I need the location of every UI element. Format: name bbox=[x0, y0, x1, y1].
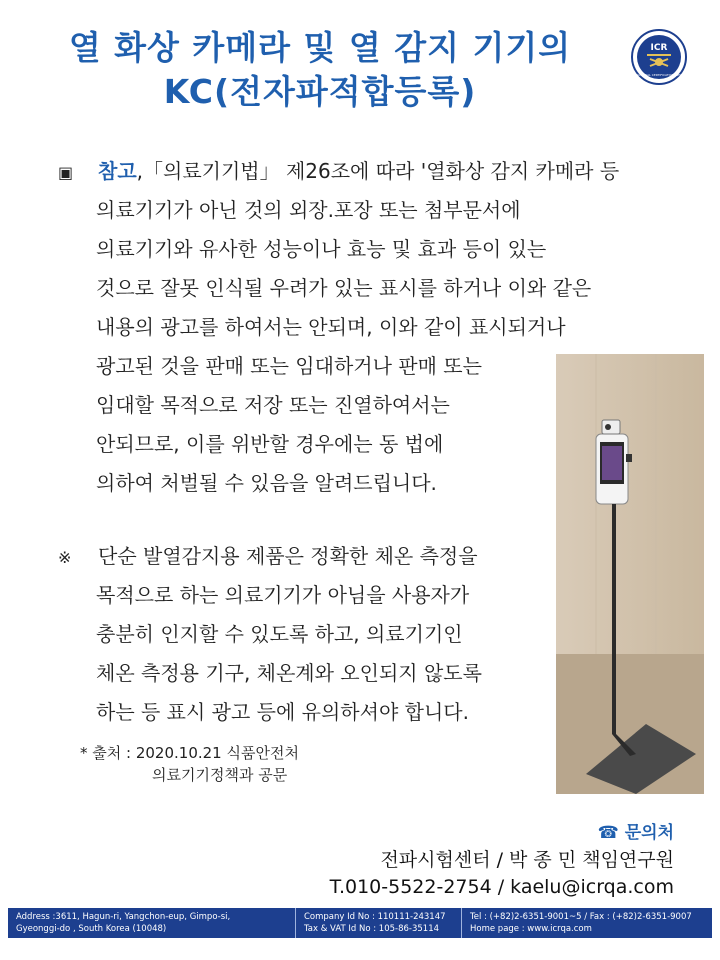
square-bullet-icon: ▣ bbox=[58, 163, 74, 182]
notice-line-5: 내용의 광고를 하여서는 안되며, 이와 같이 표시되거나 bbox=[96, 315, 566, 339]
page-title-line2: KC(전자파적합등록) bbox=[163, 72, 477, 111]
footer-homepage: Home page : www.icrqa.com bbox=[470, 924, 592, 934]
footer-address-line1: Address :3611, Hagun-ri, Yangchon-eup, Gimpo-si, bbox=[16, 912, 231, 922]
reference-mark-icon: ※ bbox=[58, 548, 72, 567]
contact-block bbox=[330, 820, 674, 901]
notice-line-3: 의료기기와 유사한 성능이나 효능 및 효과 등이 있는 bbox=[96, 237, 547, 261]
notice-text: ,「의료기기법」 제26조에 따라 '열화상 감지 카메라 등 bbox=[136, 159, 620, 183]
source-line-2: 의료기기정책과 공문 bbox=[152, 766, 288, 784]
footer-contact bbox=[462, 908, 712, 938]
notice-highlight: 참고 bbox=[98, 159, 137, 183]
footer-bar bbox=[8, 908, 712, 938]
logo-text: ICR bbox=[650, 43, 668, 53]
page-title-line1: 열 화상 카메라 및 열 감지 기기의 bbox=[68, 28, 572, 67]
contact-title: ☎ 문의처 bbox=[597, 823, 674, 843]
notice-line-6: 광고된 것을 판매 또는 임대하거나 판매 또는 bbox=[96, 354, 482, 378]
contact-person: 전파시험센터 / 박 종 민 책임연구원 bbox=[380, 849, 674, 871]
source-line-1: * 출처 : 2020.10.21 식품안전처 bbox=[80, 744, 299, 762]
footer-address-line2: Gyeonggi-do , South Korea (10048) bbox=[16, 924, 167, 934]
notice-line-1 bbox=[58, 152, 619, 191]
footer-tax-id: Tax & VAT Id No : 105-86-35114 bbox=[304, 924, 440, 934]
caution-line-5: 하는 등 표시 광고 등에 유의하셔야 합니다. bbox=[96, 700, 469, 724]
footer-company-ids bbox=[296, 908, 462, 938]
caution-text: 단순 발열감지용 제품은 정확한 체온 측정을 bbox=[98, 544, 478, 568]
thermal-camera-stand-photo bbox=[556, 354, 704, 794]
footer-tel: Tel : (+82)2-6351-9001~5 / Fax : (+82)2-6351-9007 bbox=[470, 912, 692, 922]
caution-line-1 bbox=[58, 537, 482, 576]
caution-paragraph bbox=[58, 537, 482, 732]
notice-paragraph bbox=[58, 152, 619, 503]
notice-line-7: 임대할 목적으로 저장 또는 진열하여서는 bbox=[96, 393, 450, 417]
source-note bbox=[80, 742, 299, 786]
caution-line-2: 목적으로 하는 의료기기가 아님을 사용자가 bbox=[96, 583, 470, 607]
footer-address bbox=[8, 908, 296, 938]
caution-line-4: 체온 측정용 기구, 체온계와 오인되지 않도록 bbox=[96, 661, 482, 685]
contact-phone-email: T.010-5522-2754 / kaelu@icrqa.com bbox=[329, 876, 674, 898]
icr-logo bbox=[626, 28, 692, 86]
logo-subtext: INTERNATIONAL CERTIFICATION RESEARCH bbox=[626, 73, 692, 77]
notice-line-2: 의료기기가 아닌 것의 외장.포장 또는 첨부문서에 bbox=[96, 198, 521, 222]
notice-line-8: 안되므로, 이를 위반할 경우에는 동 법에 bbox=[96, 432, 444, 456]
footer-company-id: Company Id No : 110111-243147 bbox=[304, 912, 446, 922]
notice-line-9: 의하여 처벌될 수 있음을 알려드립니다. bbox=[96, 471, 437, 495]
notice-line-4: 것으로 잘못 인식될 우려가 있는 표시를 하거나 이와 같은 bbox=[96, 276, 592, 300]
caution-line-3: 충분히 인지할 수 있도록 하고, 의료기기인 bbox=[96, 622, 463, 646]
